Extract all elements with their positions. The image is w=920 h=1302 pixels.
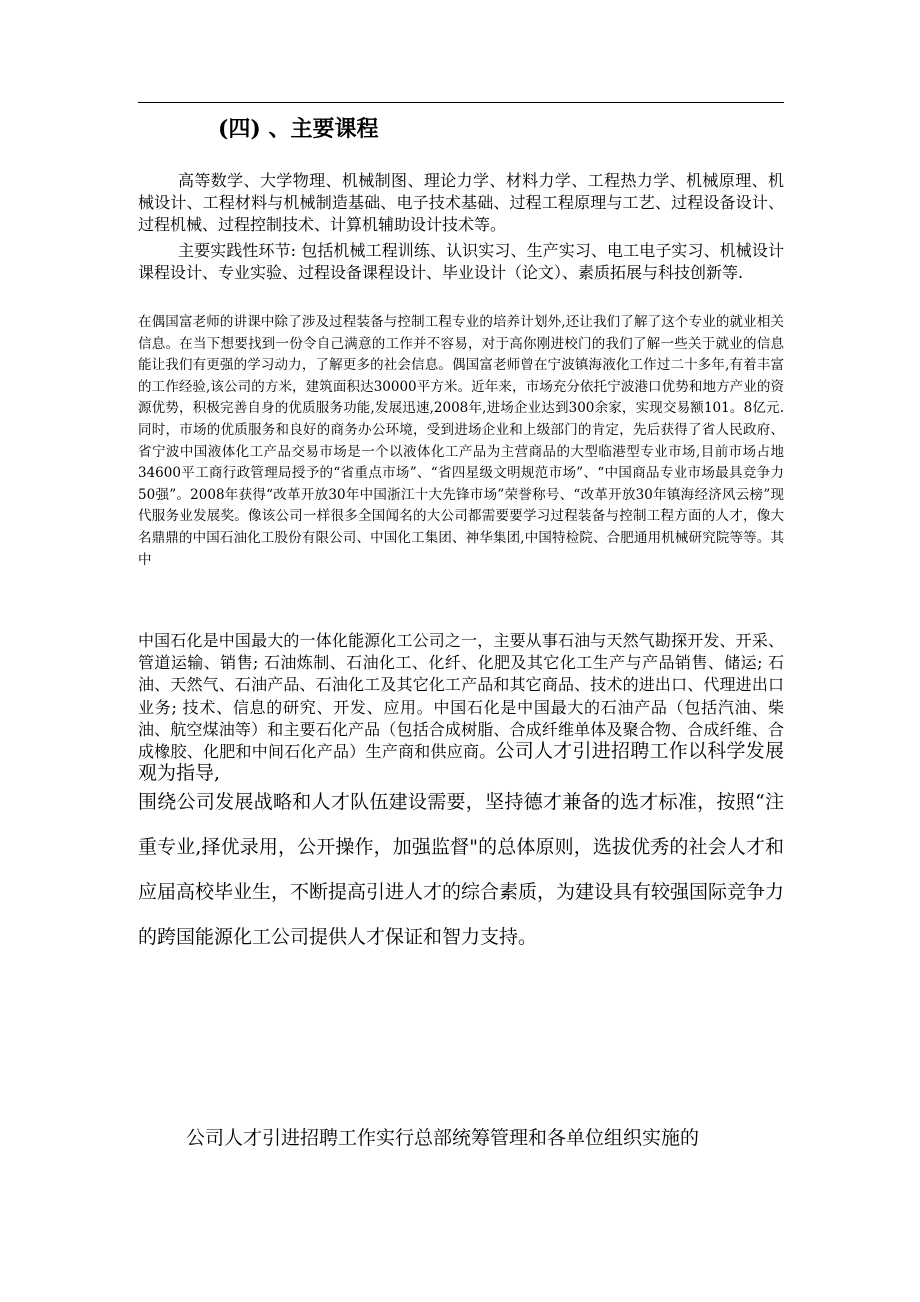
- section-heading: (四) 、主要课程: [218, 116, 379, 142]
- practice-paragraph: 主要实践性环节: 包括机械工程训练、认识实习、生产实习、电工电子实习、机械设计课程设计、专业实验、过程设备课程设计、毕业设计（论文）、素质拓展与科技创新等.: [138, 241, 784, 282]
- recruit-inline-text: 公司人才引进招聘工作以科学发展观为指导,: [138, 740, 784, 785]
- header-rule: [138, 102, 784, 103]
- last-paragraph: 公司人才引进招聘工作实行总部统筹管理和各单位组织实施的: [186, 1127, 700, 1149]
- teacher-paragraph: 在偶国富老师的讲课中除了涉及过程装备与控制工程专业的培养计划外,还让我们了解了这个专业的就业相关信息。在当下想要找到一份令自己满意的工作并不容易，对于高你刚进校门的我们了解一些关于就业的信息能让我们有更强的学习动力，了解更多的社会信息。偶国富老师曾在宁波镇海液化工作过二十多年,有着丰富的工作经验,该公司的方米，建筑面积达30000平方米。近年来，市场充分依托宁波港口优势和地方产业的资源优势，积极完善自身的优质服务功能,发展迅速,2008年,进场企业达到300余家，实现交易额101。8亿元.同时，市场的优质服务和良好的商务办公环境，受到进场企业和上级部门的肯定，先后获得了省人民政府、省宁波中国液体化工产品交易市场是一个以液体化工产品为主营商品的大型临港型专业市场,目前市场占地34600平工商行政管理局授予的“省重点市场”、“省四星级文明规范市场”、“中国商品专业市场最具竞争力50强”。2008年获得“改革开放30年中国浙江十大先锋市场”荣誉称号、“改革开放30年镇海经济风云榜”现代服务业发展奖。像该公司一样很多全国闻名的大公司都需要要学习过程装备与控制工程方面的人才，像大名鼎鼎的中国石油化工股份有限公司、中国化工集团、神华集团,中国特检院、合肥通用机械研究院等等。其中: [138, 314, 784, 568]
- recruit-paragraph: 围绕公司发展战略和人才队伍建设需要，坚持德才兼备的选才标准，按照“注重专业,择优录用，公开操作，加强监督"的总体原则，选拔优秀的社会人才和应届高校毕业生，不断提高引进人才的综合素质，为建设具有较强国际竞争力的跨国能源化工公司提供人才保证和智力支持。: [138, 791, 785, 948]
- sinopec-text: 中国石化是中国最大的一体化能源化工公司之一，主要从事石油与天然气勘探开发、开采、管道运输、销售; 石油炼制、石油化工、化纤、化肥及其它化工生产与产品销售、储运; 石油、天然气、石油产品、石油化工及其它化工产品和其它商品、技术的进出口、代理进出口业务; 技术、信息的研究、开发、应用。中国石化是中国最大的石油产品（包括汽油、柴油、航空煤油等）和主要石化产品（包括合成树脂、合成纤维单体及聚合物、合成纤维、合成橡胶、化肥和中间石化产品）生产商和供应商。: [138, 631, 784, 762]
- courses-paragraph: 高等数学、大学物理、机械制图、理论力学、材料力学、工程热力学、机械原理、机械设计、工程材料与机械制造基础、电子技术基础、过程工程原理与工艺、过程设备设计、过程机械、过程控制技术、计算机辅助设计技术等。: [138, 171, 784, 234]
- sinopec-paragraph: [138, 630, 784, 785]
